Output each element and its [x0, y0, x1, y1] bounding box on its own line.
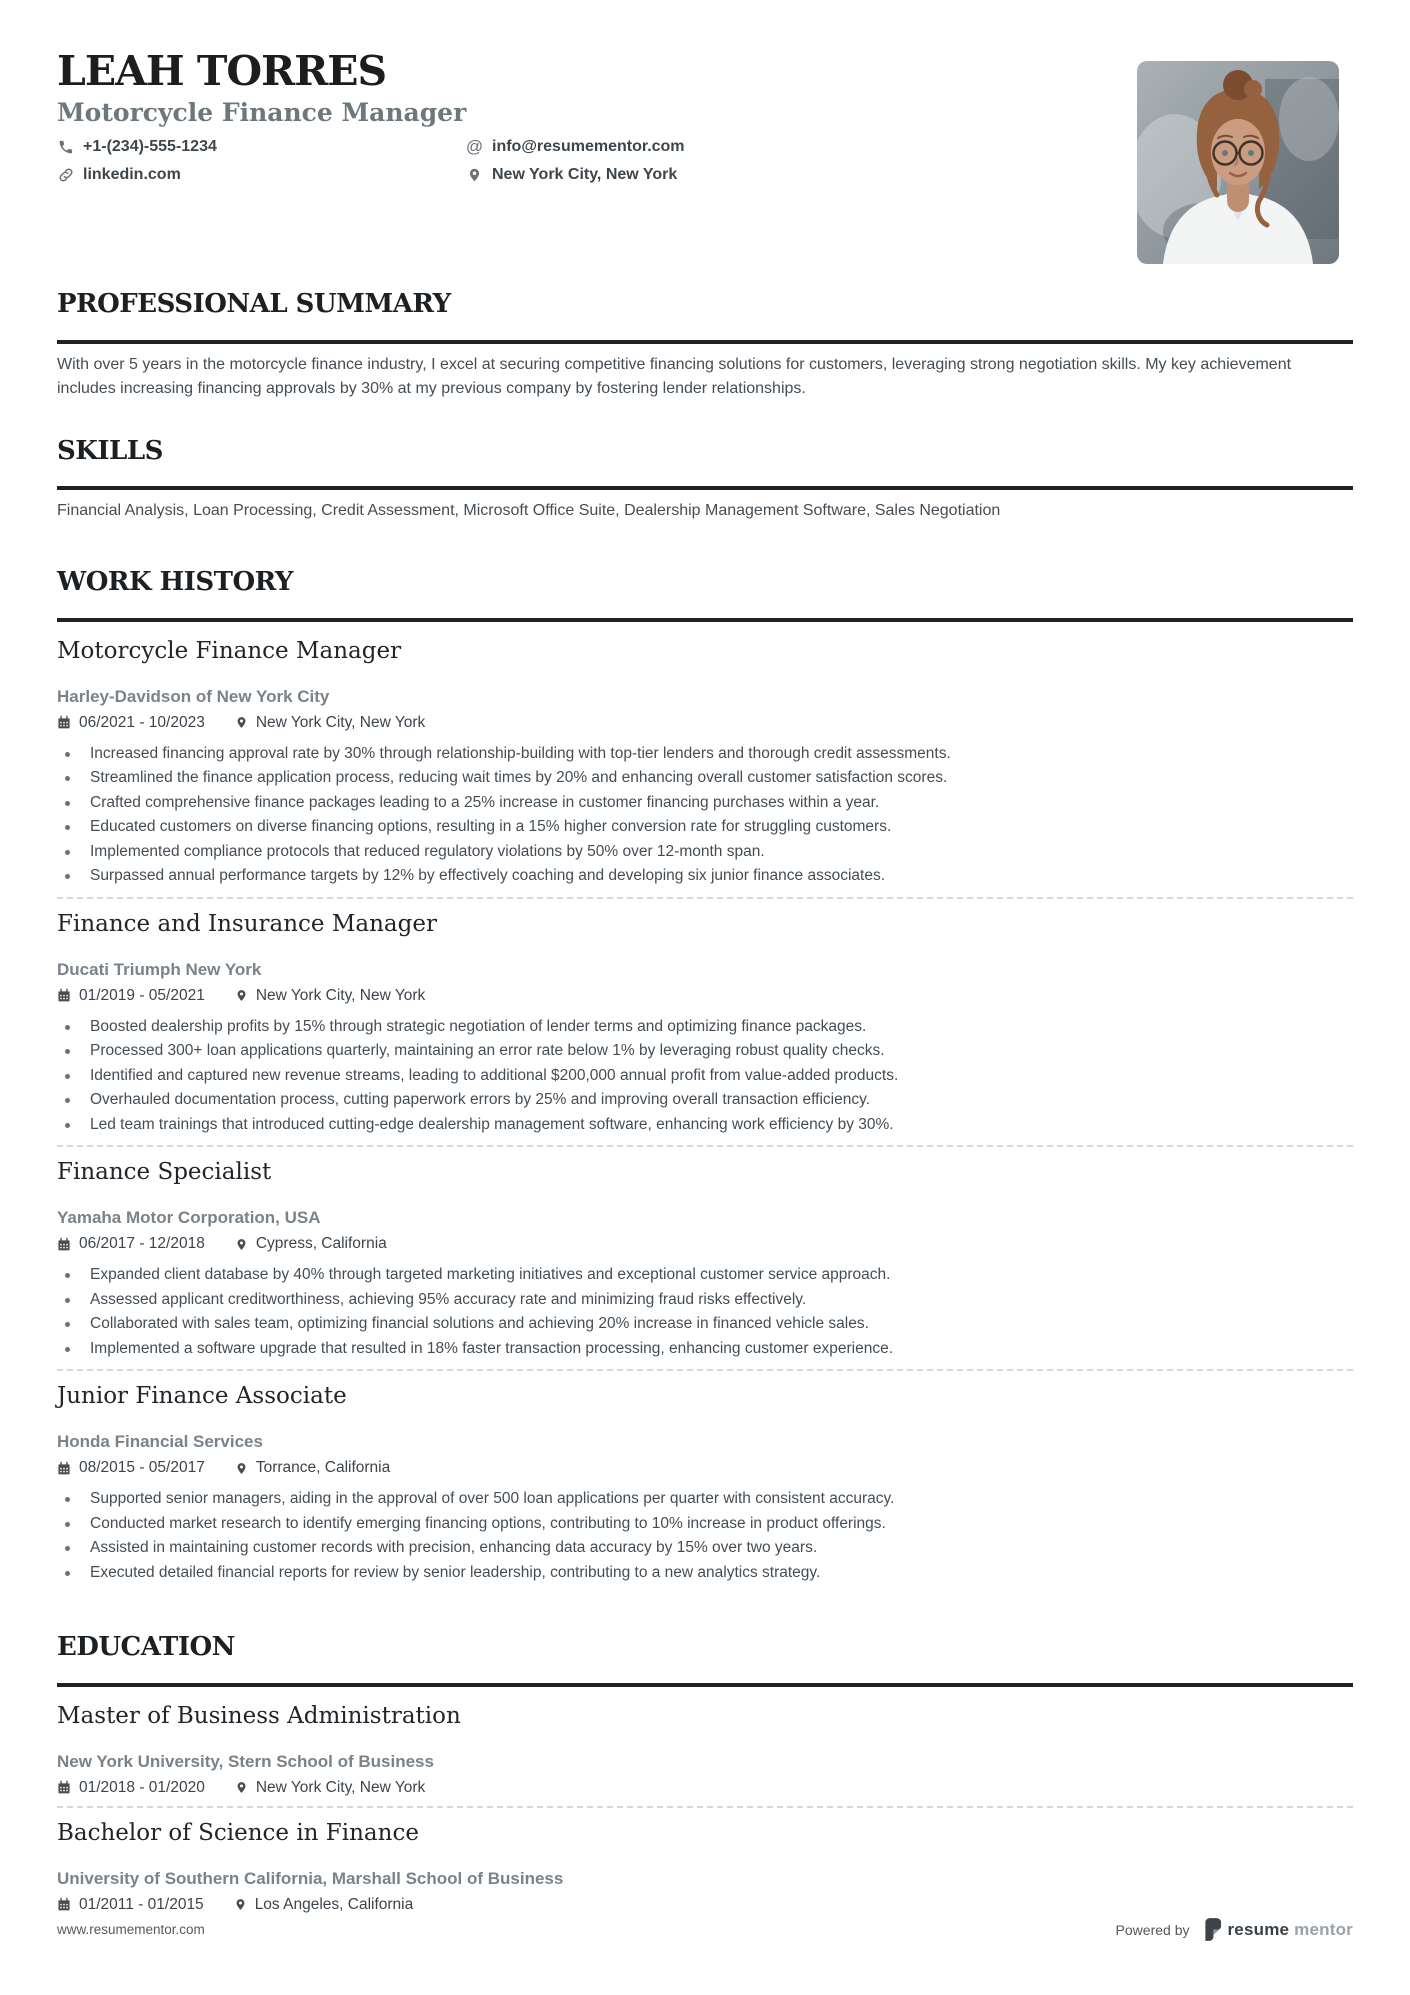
job-company: Yamaha Motor Corporation, USA	[57, 1208, 321, 1228]
degree-location: New York City, New York	[255, 1778, 426, 1796]
powered-by-label: Powered by	[1115, 1921, 1190, 1938]
education-heading: EDUCATION	[57, 1632, 235, 1663]
phone-contact	[57, 136, 466, 158]
work-entry	[57, 638, 1353, 889]
entry-divider	[57, 1145, 1353, 1147]
phone-number: +1-(234)-555-1234	[83, 138, 217, 155]
job-dates: 01/2019 - 05/2021	[79, 986, 205, 1004]
job-bullet: Assisted in maintaining customer records with precision, enhancing data accuracy by 15% over two years.	[57, 1536, 1353, 1561]
job-bullet: Identified and captured new revenue streams, leading to additional $200,000 annual profit from value-added products.	[57, 1064, 1353, 1089]
school-name: University of Southern California, Marshall School of Business	[57, 1868, 564, 1888]
logo-text-light: mentor	[1294, 1919, 1353, 1939]
calendar-icon	[57, 1237, 71, 1252]
job-title: Finance Specialist	[57, 1159, 272, 1186]
job-bullet: Expanded client database by 40% through targeted marketing initiatives and exceptional customer service approach.	[57, 1263, 1353, 1288]
degree-meta	[57, 1895, 1353, 1915]
job-title: Motorcycle Finance Manager	[57, 637, 402, 664]
skills-heading: SKILLS	[57, 435, 163, 466]
job-meta	[57, 713, 1353, 733]
job-bullet: Assessed applicant creditworthiness, achieving 95% accuracy rate and minimizing fraud risks effectively.	[57, 1288, 1353, 1313]
location-contact	[466, 164, 957, 186]
job-meta	[57, 986, 1353, 1006]
job-bullet: Overhauled documentation process, cutting paperwork errors by 25% and improving overall transaction efficiency.	[57, 1088, 1353, 1113]
school-name: New York University, Stern School of Business	[57, 1751, 434, 1771]
degree-location: Los Angeles, California	[254, 1895, 414, 1913]
resumementor-logo[interactable]	[1203, 1918, 1353, 1941]
at-icon: @	[465, 137, 484, 156]
location-pin-icon	[235, 715, 248, 730]
summary-section	[57, 290, 1353, 401]
job-location: Cypress, California	[255, 1235, 387, 1253]
calendar-icon	[57, 715, 71, 730]
job-title: Finance and Insurance Manager	[57, 910, 437, 937]
degree-title: Master of Business Administration	[57, 1702, 461, 1729]
summary-text: With over 5 years in the motorcycle finance industry, I excel at securing competitive financing solutions for customers, leveraging strong negotiation skills. My key achievement includes increasing financing approvals by 30% at my previous company by fostering lender relationships.	[57, 355, 1292, 397]
job-bullets	[57, 1263, 1353, 1361]
job-title: Junior Finance Associate	[57, 1383, 347, 1410]
job-company: Honda Financial Services	[57, 1432, 263, 1452]
entry-divider	[57, 1806, 1353, 1808]
profile-photo-illustration	[1137, 61, 1339, 264]
job-bullet: Streamlined the finance application process, reducing wait times by 20% and enhancing overall customer satisfaction scores.	[57, 766, 1353, 791]
location-pin-icon	[235, 1780, 248, 1795]
calendar-icon	[57, 1780, 71, 1795]
page-footer	[0, 1918, 1410, 1941]
job-location: New York City, New York	[255, 713, 426, 731]
entry-divider	[57, 897, 1353, 899]
degree-dates: 01/2011 - 01/2015	[79, 1895, 204, 1913]
work-entry	[57, 911, 1353, 1138]
candidate-job-title: Motorcycle Finance Manager	[57, 98, 467, 127]
job-dates: 06/2017 - 12/2018	[79, 1235, 205, 1253]
logo-text-bold: resume	[1227, 1919, 1290, 1939]
work-history-section	[57, 568, 1353, 1585]
profile-photo	[1137, 61, 1339, 264]
job-bullet: Supported senior managers, aiding in the approval of over 500 loan applications per quarter with consistent accuracy.	[57, 1487, 1353, 1512]
contact-info	[57, 136, 957, 186]
job-bullets	[57, 1015, 1353, 1138]
location-pin-icon	[235, 1461, 248, 1476]
heading-rule	[57, 340, 1353, 344]
heading-rule	[57, 1683, 1353, 1687]
degree-dates: 01/2018 - 01/2020	[79, 1778, 205, 1796]
pin-icon	[466, 167, 483, 183]
linkedin-contact[interactable]	[57, 164, 466, 186]
heading-rule	[57, 486, 1353, 490]
job-bullet: Conducted market research to identify emerging financing options, contributing to 10% increase in product offerings.	[57, 1512, 1353, 1537]
job-meta	[57, 1458, 1353, 1478]
skills-section	[57, 437, 1353, 524]
work-entry	[57, 1159, 1353, 1361]
job-bullet: Implemented compliance protocols that reduced regulatory violations by 50% over 12-month span.	[57, 840, 1353, 865]
skills-text: Financial Analysis, Loan Processing, Credit Assessment, Microsoft Office Suite, Dealership Management Software, Sales Negotiation	[57, 502, 1001, 520]
job-bullet: Boosted dealership profits by 15% through strategic negotiation of lender terms and optimizing finance packages.	[57, 1015, 1353, 1040]
degree-title: Bachelor of Science in Finance	[57, 1819, 419, 1846]
job-dates: 08/2015 - 05/2017	[79, 1459, 205, 1477]
email-address: info@resumementor.com	[492, 138, 685, 155]
powered-by	[1116, 1918, 1353, 1941]
resumementor-logo-icon	[1203, 1918, 1222, 1941]
candidate-name: LEAH TORRES	[57, 47, 387, 95]
job-bullet: Implemented a software upgrade that resulted in 18% faster transaction processing, enhancing customer experience.	[57, 1337, 1353, 1362]
job-bullets	[57, 1487, 1353, 1585]
job-bullet: Increased financing approval rate by 30% through relationship-building with top-tier lenders and thorough credit assessments.	[57, 742, 1353, 767]
job-dates: 06/2021 - 10/2023	[79, 713, 205, 731]
linkedin-url: linkedin.com	[83, 166, 181, 183]
job-bullet: Surpassed annual performance targets by 12% by effectively coaching and developing six junior finance associates.	[57, 864, 1353, 889]
education-section	[57, 1633, 1353, 1915]
job-location: Torrance, California	[255, 1459, 391, 1477]
education-entry	[57, 1820, 1353, 1915]
entry-divider	[57, 1369, 1353, 1371]
job-bullet: Collaborated with sales team, optimizing financial solutions and achieving 20% increase in financed vehicle sales.	[57, 1312, 1353, 1337]
calendar-icon	[57, 988, 71, 1003]
location-pin-icon	[234, 1897, 247, 1912]
email-contact[interactable]	[466, 136, 957, 158]
job-bullet: Processed 300+ loan applications quarterly, maintaining an error rate below 1% by leveraging robust quality checks.	[57, 1039, 1353, 1064]
job-location: New York City, New York	[255, 986, 426, 1004]
heading-rule	[57, 618, 1353, 622]
footer-site-url[interactable]: www.resumementor.com	[57, 1922, 205, 1937]
calendar-icon	[57, 1461, 71, 1476]
link-icon	[57, 167, 74, 183]
calendar-icon	[57, 1897, 71, 1912]
phone-icon	[57, 139, 74, 155]
work-entry	[57, 1383, 1353, 1585]
location-pin-icon	[235, 1237, 248, 1252]
job-company: Ducati Triumph New York	[57, 959, 262, 979]
summary-heading: PROFESSIONAL SUMMARY	[57, 289, 451, 319]
location-pin-icon	[235, 988, 248, 1003]
degree-meta	[57, 1778, 1353, 1798]
education-entry	[57, 1703, 1353, 1798]
job-bullets	[57, 742, 1353, 889]
job-bullet: Crafted comprehensive finance packages leading to a 25% increase in customer financing purchases within a year.	[57, 791, 1353, 816]
job-meta	[57, 1234, 1353, 1254]
job-bullet: Educated customers on diverse financing options, resulting in a 15% higher conversion rate for struggling customers.	[57, 815, 1353, 840]
work-history-heading: WORK HISTORY	[57, 567, 293, 598]
location-text: New York City, New York	[492, 166, 678, 183]
job-bullet: Led team trainings that introduced cutting-edge dealership management software, enhancing work efficiency by 30%.	[57, 1113, 1353, 1138]
job-company: Harley-Davidson of New York City	[57, 686, 330, 706]
job-bullet: Executed detailed financial reports for review by senior leadership, contributing to a new analytics strategy.	[57, 1561, 1353, 1586]
